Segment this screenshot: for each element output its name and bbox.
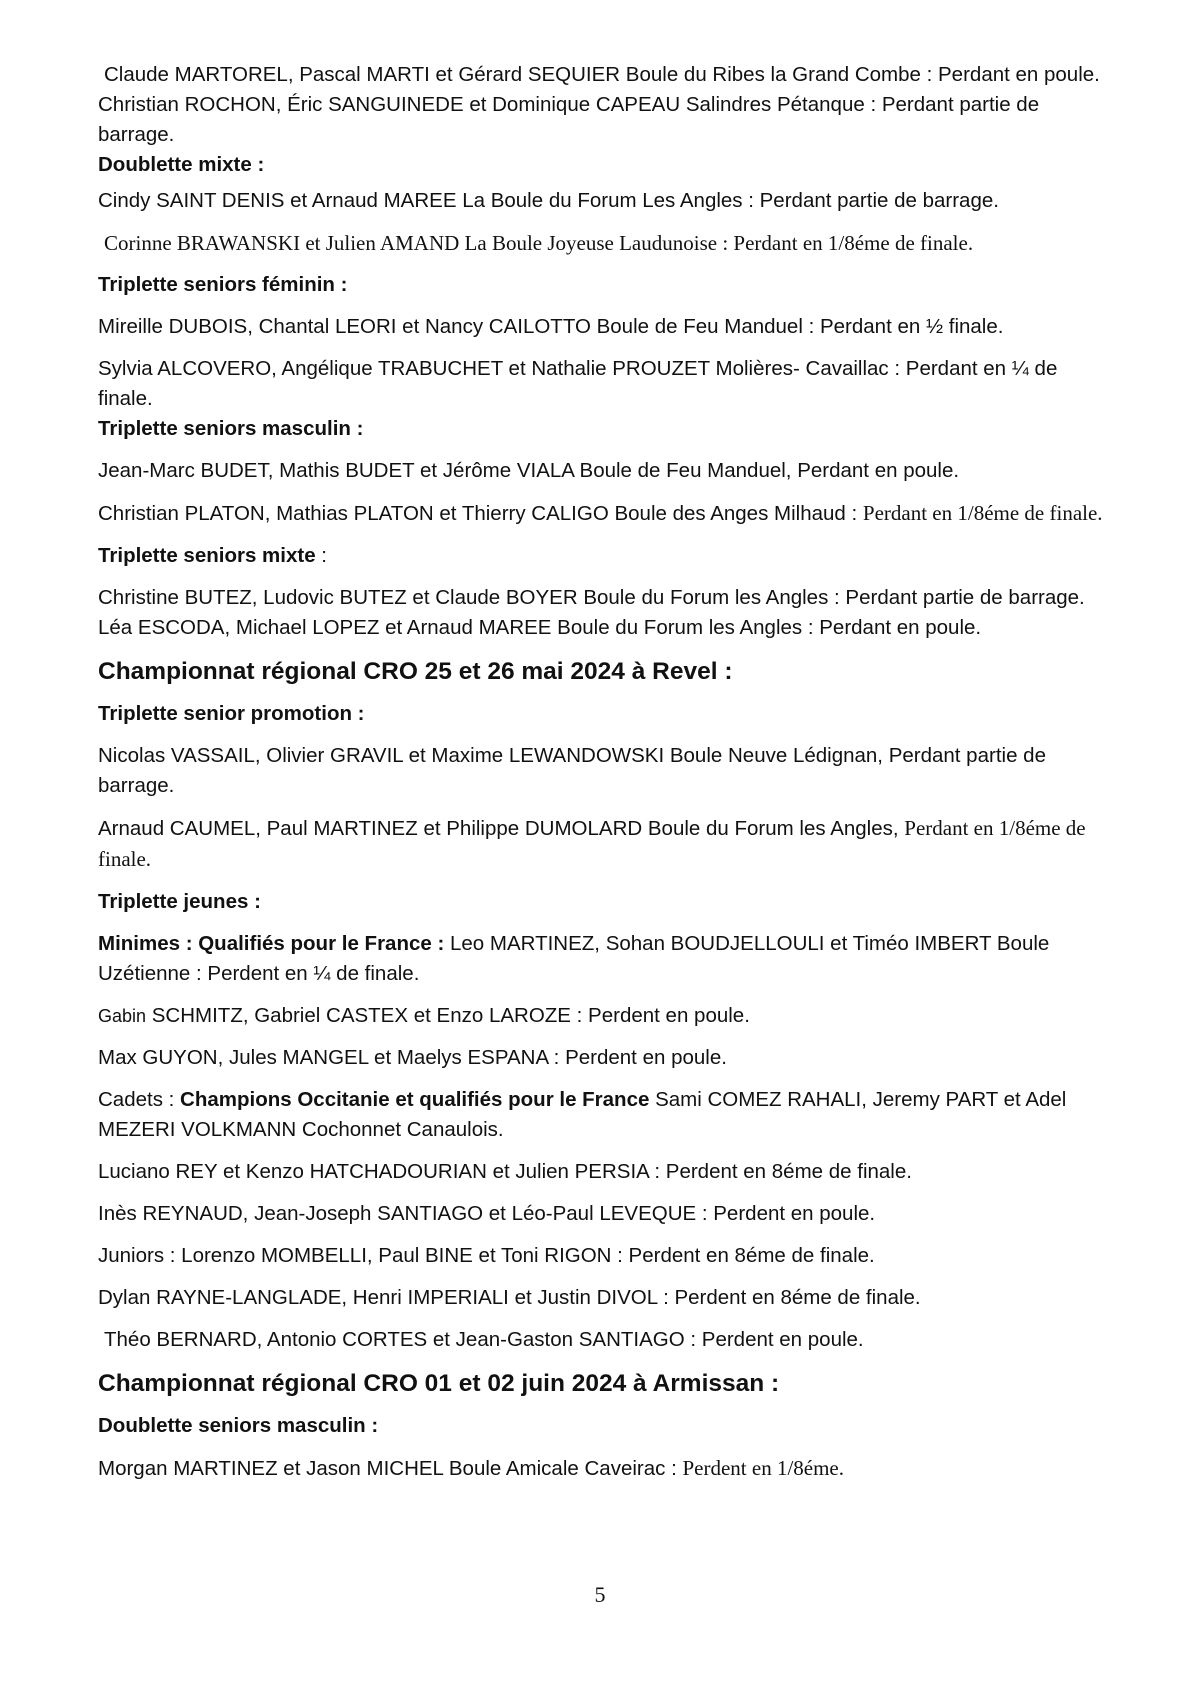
entry-schmitz bbox=[98, 1001, 1108, 1031]
entry-vassail: Nicolas VASSAIL, Olivier GRAVIL et Maxime LEWANDOWSKI Boule Neuve Lédignan, Perdant partie de barrage. bbox=[98, 744, 1046, 797]
entry-guyon: Max GUYON, Jules MANGEL et Maelys ESPANA : Perdent en poule. bbox=[98, 1046, 727, 1069]
heading-doublette-masculin: Doublette seniors masculin : bbox=[98, 1414, 379, 1437]
entry-caumel-serif: Perdant en 1/8éme de finale. bbox=[98, 816, 1086, 871]
heading-championnat-armissan: Championnat régional CRO 01 et 02 juin 2024 à Armissan : bbox=[98, 1370, 780, 1397]
heading-triplette-mixte-label: Triplette seniors mixte bbox=[98, 544, 316, 567]
entry-bernard: Théo BERNARD, Antonio CORTES et Jean-Gaston SANTIAGO : Perdent en poule. bbox=[104, 1328, 864, 1351]
cadets-label: Champions Occitanie et qualifiés pour le France bbox=[180, 1088, 650, 1111]
minimes-text: Leo MARTINEZ, Sohan BOUDJELLOULI et Timéo IMBERT Boule Uzétienne : Perdent en ¼ de finale. bbox=[98, 932, 1050, 985]
cadets-prefix: Cadets : bbox=[98, 1088, 181, 1111]
page-number: 5 bbox=[594, 1582, 606, 1607]
entry-alcovero: Sylvia ALCOVERO, Angélique TRABUCHET et Nathalie PROUZET Molières- Cavaillac : Perdant en ¼ de finale. bbox=[98, 357, 1058, 410]
heading-triplette-mixte-colon: : bbox=[315, 544, 328, 567]
entry-martinez-serif: Perdent en 1/8éme. bbox=[682, 1456, 844, 1480]
entry-dubois: Mireille DUBOIS, Chantal LEORI et Nancy CAILOTTO Boule de Feu Manduel : Perdant en ½ finale. bbox=[98, 315, 1004, 338]
entry-juniors: Juniors : Lorenzo MOMBELLI, Paul BINE et Toni RIGON : Perdent en 8éme de finale. bbox=[98, 1244, 875, 1267]
heading-triplette-masculin: Triplette seniors masculin : bbox=[98, 417, 364, 440]
heading-doublette-mixte: Doublette mixte : bbox=[98, 153, 265, 176]
entry-platon-serif: Perdant en 1/8éme de finale. bbox=[862, 501, 1103, 525]
entry-reynaud: Inès REYNAUD, Jean-Joseph SANTIAGO et Léo-Paul LEVEQUE : Perdent en poule. bbox=[98, 1202, 876, 1225]
entry-martinez-sans: Morgan MARTINEZ et Jason MICHEL Boule Amicale Caveirac : bbox=[98, 1457, 683, 1480]
minimes-label: Minimes : Qualifiés pour le France : bbox=[98, 932, 445, 955]
cadets-text: Sami COMEZ RAHALI, Jeremy PART et Adel MEZERI VOLKMANN Cochonnet Canaulois. bbox=[98, 1088, 1067, 1141]
entry-butez: Christine BUTEZ, Ludovic BUTEZ et Claude BOYER Boule du Forum les Angles : Perdant partie de barrage. bbox=[98, 586, 1085, 609]
heading-triplette-mixte bbox=[98, 541, 1108, 571]
entry-martinez-michel bbox=[98, 1453, 1108, 1484]
entry-minimes bbox=[98, 929, 1108, 989]
heading-triplette-jeunes: Triplette jeunes : bbox=[98, 890, 261, 913]
heading-championnat-revel: Championnat régional CRO 25 et 26 mai 2024 à Revel : bbox=[98, 658, 733, 685]
entry-platon bbox=[98, 498, 1108, 529]
entry-escoda: Léa ESCODA, Michael LOPEZ et Arnaud MAREE Boule du Forum les Angles : Perdant en poule. bbox=[98, 616, 982, 639]
entry-caumel bbox=[98, 813, 1108, 875]
schmitz-text: SCHMITZ, Gabriel CASTEX et Enzo LAROZE : Perdent en poule. bbox=[146, 1004, 750, 1027]
entry-martorel: Claude MARTOREL, Pascal MARTI et Gérard SEQUIER Boule du Ribes la Grand Combe : Perdant en poule. bbox=[104, 63, 1100, 86]
entry-rochon: Christian ROCHON, Éric SANGUINEDE et Dominique CAPEAU Salindres Pétanque : Perdant partie de barrage. bbox=[98, 93, 1040, 146]
entry-rey: Luciano REY et Kenzo HATCHADOURIAN et Julien PERSIA : Perdent en 8éme de finale. bbox=[98, 1160, 912, 1183]
entry-platon-sans: Christian PLATON, Mathias PLATON et Thierry CALIGO Boule des Anges Milhaud : bbox=[98, 502, 863, 525]
entry-saint-denis: Cindy SAINT DENIS et Arnaud MAREE La Boule du Forum Les Angles : Perdant partie de barrage. bbox=[98, 189, 999, 212]
document-page bbox=[98, 60, 1108, 1496]
entry-brawanski: Corinne BRAWANSKI et Julien AMAND La Boule Joyeuse Laudunoise : Perdant en 1/8éme de finale. bbox=[104, 231, 974, 255]
heading-triplette-promotion: Triplette senior promotion : bbox=[98, 702, 365, 725]
entry-budet: Jean-Marc BUDET, Mathis BUDET et Jérôme VIALA Boule de Feu Manduel, Perdant en poule. bbox=[98, 459, 960, 482]
entry-cadets bbox=[98, 1085, 1108, 1145]
entry-rayne-langlade: Dylan RAYNE-LANGLADE, Henri IMPERIALI et Justin DIVOL : Perdent en 8éme de finale. bbox=[98, 1286, 921, 1309]
gabin-first-name: Gabin bbox=[98, 1006, 147, 1026]
entry-caumel-sans: Arnaud CAUMEL, Paul MARTINEZ et Philippe DUMOLARD Boule du Forum les Angles, bbox=[98, 817, 905, 840]
heading-triplette-feminin: Triplette seniors féminin : bbox=[98, 273, 348, 296]
